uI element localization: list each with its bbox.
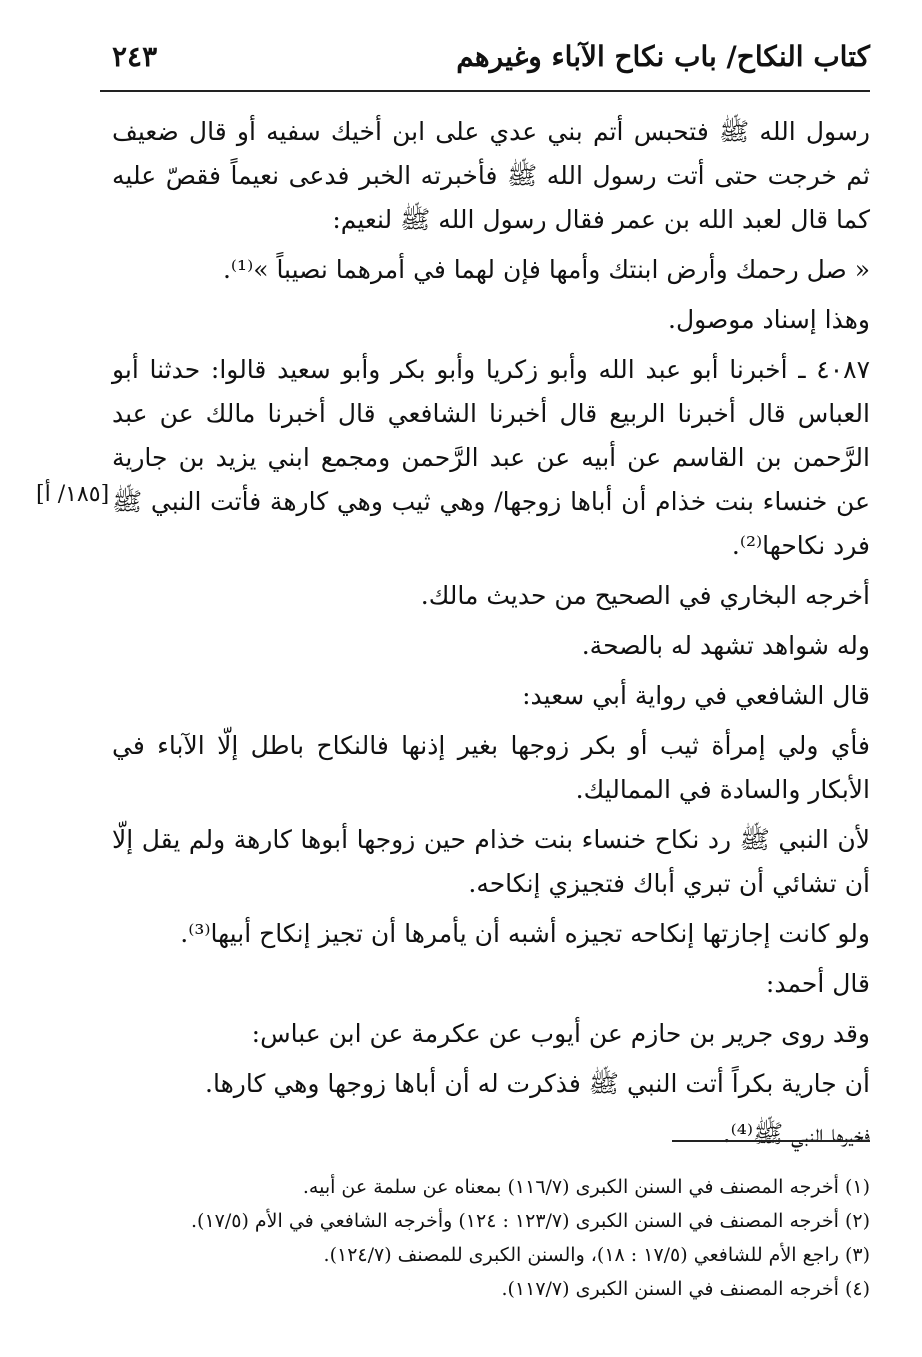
running-title: كتاب النكاح/ باب نكاح الآباء وغيرهم: [456, 40, 870, 73]
footnote-divider: [672, 1140, 870, 1142]
paragraph: رسول الله ﷺ فتحبس أتم بني عدي على ابن أخيك سفيه أو قال ضعيف ثم خرجت حتى أتت رسول الله ﷺ فأخبرته الخبر فدعى نعيماً فقصّ عليه كما قال لعبد الله بن عمر فقال رسول الله ﷺ لنعيم:: [112, 117, 870, 234]
footnote: (١) أخرجه المصنف في السنن الكبرى (١١٦/٧) بمعناه عن سلمة عن أبيه.: [302, 1176, 870, 1198]
paragraph: قال أحمد:: [765, 969, 870, 998]
quoted-hadith: « صل رحمك وأرض ابنتك وأمها فإن لهما في أمرهما نصيباً »⁽¹⁾.: [222, 255, 870, 284]
paragraph: فأي ولي إمرأة ثيب أو بكر زوجها بغير إذنها فالنكاح باطل إلّا الآباء في الأبكار والسادة في المماليك.: [112, 731, 870, 804]
page-number: ٢٤٣: [112, 40, 158, 73]
page-header: [100, 34, 870, 92]
paragraph: قال الشافعي في رواية أبي سعيد:: [522, 681, 870, 710]
main-text: [112, 110, 870, 1162]
paragraph: لأن النبي ﷺ رد نكاح خنساء بنت خذام حين زوجها أبوها كارهة ولم يقل إلّا أن تشائي أن تبري أباك فتجيزي إنكاحه.: [112, 825, 870, 898]
hadith-4087: ٤٠٨٧ ـ أخبرنا أبو عبد الله وأبو زكريا وأبو بكر وأبو سعيد قالوا: حدثنا أبو العباس قال أخبرنا الربيع قال أخبرنا الشافعي قال أخبرنا مالك عن عبد الرَّحمن بن القاسم عن أبيه عن عبد الرَّحمن ومجمع ابني يزيد بن جارية عن خنساء بنت خذام أن أباها زوجها/ وهي ثيب وهي كارهة فأتت النبي ﷺ فرد نكاحها⁽²⁾.: [112, 355, 870, 560]
manuscript-folio-note: [١٨٥/ أ]: [36, 482, 110, 507]
paragraph: فخيرها النبي ﷺ⁽⁴⁾.: [722, 1119, 870, 1148]
paragraph: وهذا إسناد موصول.: [668, 305, 870, 334]
footnote: (٢) أخرجه المصنف في السنن الكبرى (١٢٣/٧ : ١٢٤) وأخرجه الشافعي في الأم (١٧/٥).: [190, 1210, 870, 1232]
paragraph: أن جارية بكراً أتت النبي ﷺ فذكرت له أن أباها زوجها وهي كارها.: [205, 1069, 870, 1098]
paragraph: وقد روى جرير بن حازم عن أيوب عن عكرمة عن ابن عباس:: [251, 1019, 870, 1048]
footnote: (٤) أخرجه المصنف في السنن الكبرى (١١٧/٧).: [501, 1278, 870, 1300]
footnotes: [150, 1170, 870, 1306]
paragraph: أخرجه البخاري في الصحيح من حديث مالك.: [420, 581, 870, 610]
paragraph: ولو كانت إجازتها إنكاحه تجيزه أشبه أن يأمرها أن تجيز إنكاح أبيها⁽³⁾.: [180, 919, 870, 948]
paragraph: وله شواهد تشهد له بالصحة.: [581, 631, 870, 660]
footnote: (٣) راجع الأم للشافعي (١٧/٥ : ١٨)، والسنن الكبرى للمصنف (١٢٤/٧).: [323, 1244, 870, 1266]
